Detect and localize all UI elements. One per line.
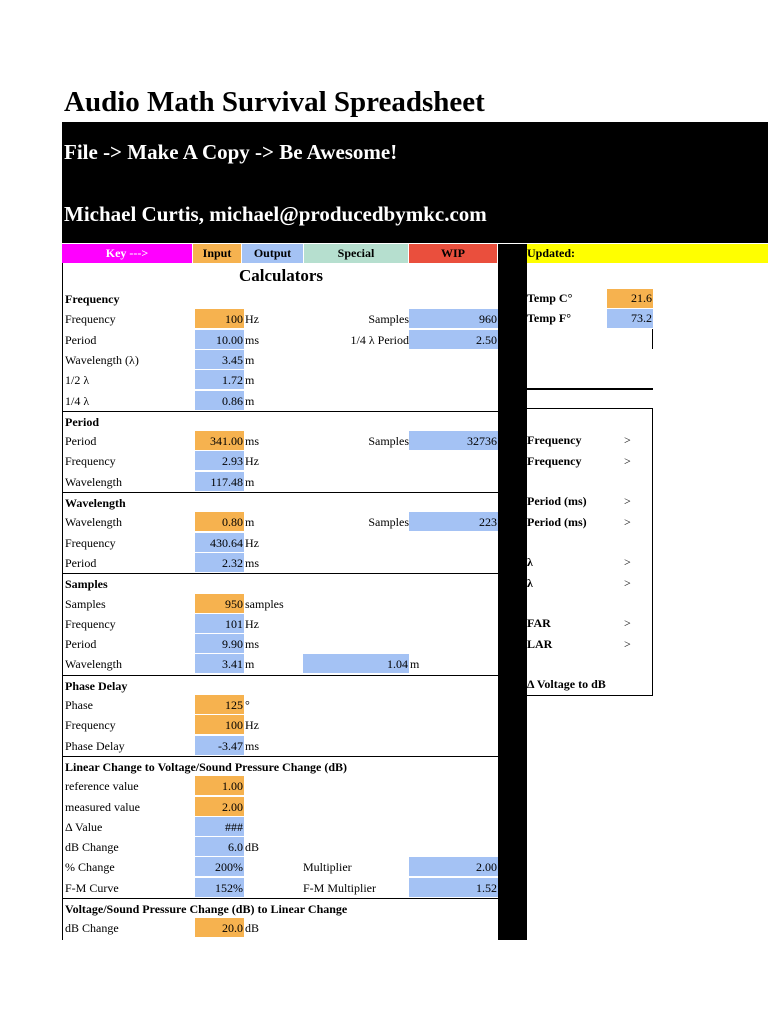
section-title: Wavelength <box>65 496 126 510</box>
row-label: Frequency <box>65 616 116 631</box>
row-label: Period <box>65 332 97 347</box>
preset-arrow-button[interactable]: > <box>624 637 631 651</box>
unit-label: ms <box>245 738 260 753</box>
calc-row <box>63 533 499 553</box>
key-output-cell[interactable]: Output <box>242 244 303 263</box>
row-label: dB Change <box>65 921 119 936</box>
secondary-label: Samples <box>368 434 409 449</box>
unit-label: Hz <box>245 535 259 550</box>
section-title: Linear Change to Voltage/Sound Pressure Change (dB) <box>65 759 348 774</box>
calc-row <box>63 736 499 756</box>
banner-copy-instruction: File -> Make A Copy -> Be Awesome! <box>64 140 398 164</box>
input-cell[interactable]: 2.00 <box>195 797 244 816</box>
unit-label: m <box>245 352 255 367</box>
preset-label: Period (ms) <box>527 515 587 529</box>
secondary-output-cell[interactable]: 2.00 <box>409 857 498 876</box>
calc-row <box>63 837 499 857</box>
calculators-grid <box>62 289 499 940</box>
unit-label: dB <box>245 921 260 936</box>
section-header <box>63 675 499 696</box>
secondary-output-cell[interactable]: 223 <box>409 512 498 531</box>
temp-f-label: Temp F° <box>527 311 572 325</box>
row-label: Phase Delay <box>65 738 125 753</box>
section-header <box>63 492 499 513</box>
secondary-label: Samples <box>368 312 409 327</box>
calc-row <box>63 797 499 817</box>
calc-row <box>63 715 499 735</box>
output-cell[interactable]: 152% <box>195 878 244 897</box>
row-label: Wavelength <box>65 474 123 489</box>
secondary-output-cell[interactable]: 32736 <box>409 431 498 450</box>
calc-row <box>63 817 499 837</box>
calc-row <box>63 553 499 573</box>
unit-label: m <box>245 393 255 408</box>
unit-label: m <box>245 515 255 530</box>
secondary-label: Samples <box>368 515 409 530</box>
calc-row <box>63 309 499 329</box>
calc-row <box>63 654 499 674</box>
row-label: Period <box>65 434 97 449</box>
preset-label: λ <box>527 576 533 590</box>
calc-row <box>63 614 499 634</box>
output-cell[interactable]: 6.0 <box>195 837 244 856</box>
section-title: Period <box>65 414 99 429</box>
unit-label: ms <box>245 332 260 347</box>
output-cell[interactable]: 2.93 <box>195 451 244 470</box>
input-cell[interactable]: 950 <box>195 594 244 613</box>
unit-label: Hz <box>245 616 259 631</box>
row-label: 1/2 λ <box>65 373 90 388</box>
calc-row <box>63 472 499 492</box>
section-header <box>63 411 499 432</box>
page-title: Audio Math Survival Spreadsheet <box>64 86 485 118</box>
unit-label: m <box>410 657 420 672</box>
preset-label: Frequency <box>527 454 582 468</box>
calc-row <box>63 918 499 938</box>
row-label: Period <box>65 555 97 570</box>
calc-row <box>63 594 499 614</box>
divider <box>527 388 653 390</box>
input-cell[interactable]: 100 <box>195 715 244 734</box>
updated-cell[interactable]: Updated: <box>527 244 768 263</box>
calc-row <box>63 695 499 715</box>
separator-column <box>498 244 527 940</box>
input-cell[interactable]: 100 <box>195 309 244 328</box>
unit-label: samples <box>245 596 284 611</box>
row-label: Wavelength (λ) <box>65 352 139 367</box>
section-title: Frequency <box>65 292 120 306</box>
row-label: Samples <box>65 596 106 611</box>
preset-label: Δ Voltage to dB <box>527 677 606 691</box>
preset-label: Frequency <box>527 433 582 447</box>
calc-row <box>63 878 499 898</box>
unit-label: m <box>245 657 255 672</box>
key-label-cell[interactable]: Key ---> <box>62 244 192 263</box>
secondary-label: F-M Multiplier <box>303 880 377 895</box>
calc-row <box>63 634 499 654</box>
unit-label: ms <box>245 555 260 570</box>
calc-row <box>63 391 499 411</box>
row-label: Wavelength <box>65 657 123 672</box>
section-title: Phase Delay <box>65 678 128 693</box>
calc-row <box>63 330 499 350</box>
row-label: Frequency <box>65 312 116 327</box>
row-label: Phase <box>65 698 93 712</box>
secondary-label: 1/4 λ Period <box>350 332 409 347</box>
input-cell[interactable]: 125 <box>195 695 244 714</box>
unit-label: Hz <box>245 718 259 733</box>
secondary-label: Multiplier <box>303 860 352 875</box>
preset-label: λ <box>527 555 533 569</box>
calculators-heading: Calculators <box>62 263 499 289</box>
output-cell[interactable]: 10.00 <box>195 330 244 349</box>
section-header <box>63 756 499 777</box>
unit-label: Hz <box>245 312 259 327</box>
input-cell[interactable]: 1.00 <box>195 776 244 795</box>
calc-row <box>63 776 499 796</box>
output-cell[interactable]: 117.48 <box>195 472 244 491</box>
unit-label: m <box>245 474 255 489</box>
row-label: dB Change <box>65 840 119 855</box>
output-cell[interactable]: 1.72 <box>195 370 244 389</box>
temp-c-value[interactable]: 21.6 <box>607 289 653 308</box>
temp-box-border <box>652 329 653 349</box>
output-cell[interactable]: -3.47 <box>195 736 244 755</box>
key-special-cell[interactable]: Special <box>304 244 408 263</box>
unit-label: Hz <box>245 454 259 469</box>
row-label: Wavelength <box>65 515 123 530</box>
header-banner <box>62 122 768 243</box>
preset-label: LAR <box>527 637 553 651</box>
section-header <box>63 898 499 919</box>
output-cell[interactable]: 430.64 <box>195 533 244 552</box>
calc-row <box>63 451 499 471</box>
preset-arrow-button[interactable]: > <box>624 555 631 569</box>
input-cell[interactable]: 341.00 <box>195 431 244 450</box>
row-label: measured value <box>65 799 140 814</box>
preset-arrow-button[interactable]: > <box>624 515 631 529</box>
unit-label: ms <box>245 637 260 652</box>
input-cell[interactable]: 20.0 <box>195 918 244 937</box>
row-label: Period <box>65 637 97 652</box>
unit-label: ° <box>245 698 250 712</box>
preset-arrow-button[interactable]: > <box>624 576 631 590</box>
calc-row <box>63 350 499 370</box>
preset-arrow-button[interactable]: > <box>624 433 631 447</box>
output-cell[interactable]: ### <box>195 817 244 836</box>
key-input-cell[interactable]: Input <box>193 244 241 263</box>
output-cell[interactable]: 0.86 <box>195 391 244 410</box>
row-label: % Change <box>65 860 115 875</box>
section-header <box>63 573 499 594</box>
calc-row <box>63 857 499 877</box>
row-label: Frequency <box>65 535 116 550</box>
output-cell[interactable]: 9.90 <box>195 634 244 653</box>
temp-f-value[interactable]: 73.2 <box>607 309 653 328</box>
output-cell[interactable]: 101 <box>195 614 244 633</box>
output-cell[interactable]: 2.32 <box>195 553 244 572</box>
secondary-output-cell[interactable]: 1.52 <box>409 878 498 897</box>
output-cell[interactable]: 200% <box>195 857 244 876</box>
preset-label: Period (ms) <box>527 494 587 508</box>
calc-row <box>63 512 499 532</box>
section-title: Voltage/Sound Pressure Change (dB) to Linear Change <box>65 902 348 916</box>
secondary-output-cell[interactable]: 2.50 <box>409 330 498 349</box>
calc-row <box>63 431 499 451</box>
calc-row <box>63 370 499 390</box>
preset-arrow-button[interactable]: > <box>624 494 631 508</box>
unit-label: dB <box>245 840 260 855</box>
unit-label: m <box>245 373 255 388</box>
preset-arrow-button[interactable]: > <box>624 454 631 468</box>
row-label: F-M Curve <box>65 880 119 895</box>
key-wip-cell[interactable]: WIP <box>409 244 497 263</box>
row-label: Frequency <box>65 718 116 733</box>
unit-label: ms <box>245 434 260 449</box>
input-cell[interactable]: 0.80 <box>195 512 244 531</box>
row-label: reference value <box>65 779 139 794</box>
banner-author: Michael Curtis, michael@producedbymkc.com <box>64 202 487 226</box>
row-label: Δ Value <box>65 819 103 834</box>
preset-arrow-button[interactable]: > <box>624 616 631 630</box>
secondary-output-cell[interactable]: 960 <box>409 309 498 328</box>
preset-label: FAR <box>527 616 551 630</box>
output-cell[interactable]: 3.45 <box>195 350 244 369</box>
row-label: 1/4 λ <box>65 393 90 408</box>
section-header <box>63 289 499 309</box>
temp-c-label: Temp C° <box>527 291 573 305</box>
row-label: Frequency <box>65 454 116 469</box>
quarter-wavelength-cell[interactable]: 1.04 <box>303 654 409 673</box>
output-cell[interactable]: 3.41 <box>195 654 244 673</box>
presets-box <box>527 408 653 696</box>
section-title: Samples <box>65 577 108 592</box>
